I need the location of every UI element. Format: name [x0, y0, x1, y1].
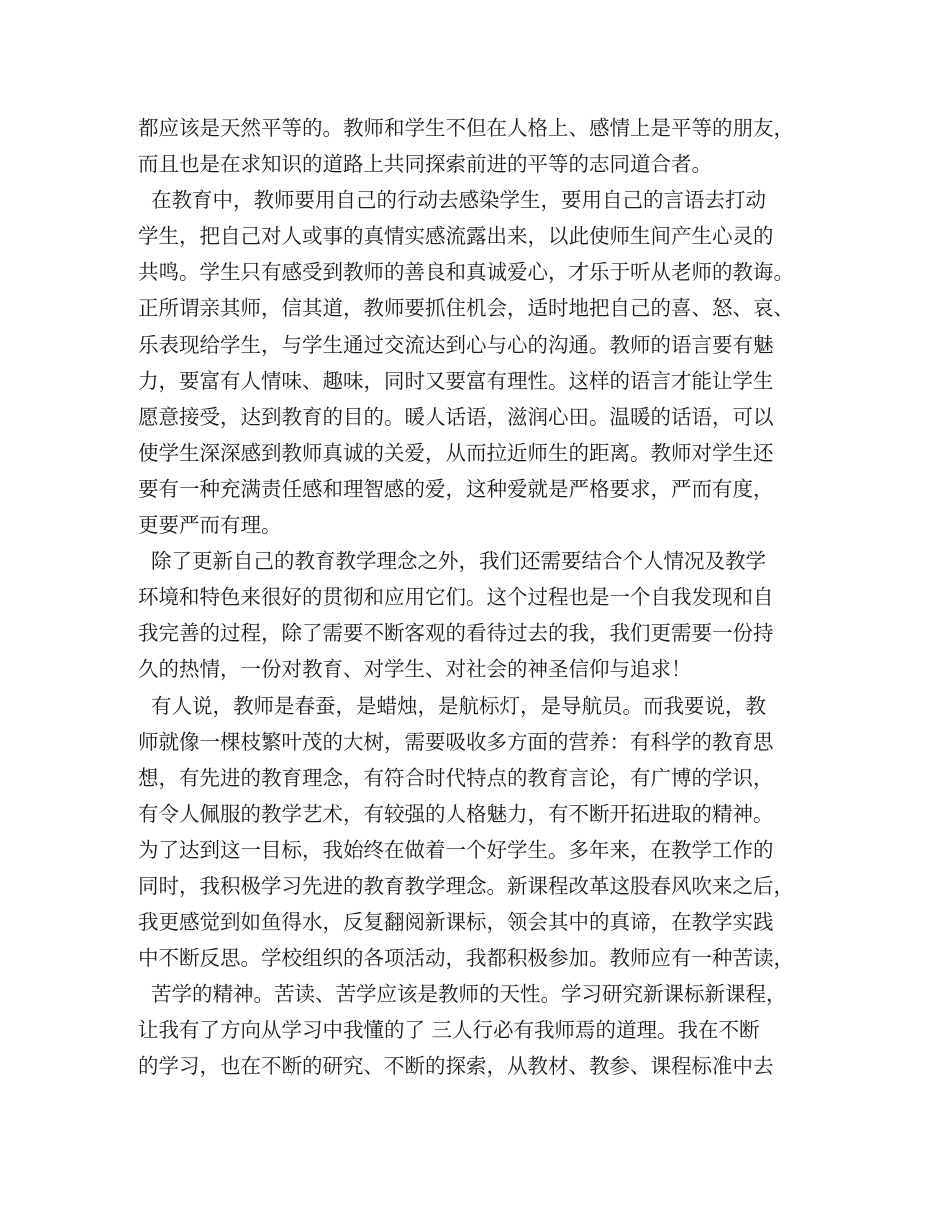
text-line: 中不断反思。学校组织的各项活动，我都积极参加。教师应有一种苦读， — [138, 946, 794, 971]
text-line: 在教育中，教师要用自己的行动去感染学生，要用自己的言语去打动 — [138, 188, 767, 213]
text-line: 都应该是天然平等的。教师和学生不但在人格上、感情上是平等的朋友， — [138, 116, 794, 140]
text-line: 愿意接受，达到教育的目的。暖人话语，滋润心田。温暖的话语，可以 — [138, 404, 774, 429]
text-line: 使学生深深感到教师真诚的关爱，从而拉近师生的距离。教师对学生还 — [138, 440, 774, 465]
text-line: 而且也是在求知识的道路上共同探索前进的平等的志同道合者。 — [138, 152, 712, 177]
body-text — [138, 110, 838, 1085]
text-line: 我完善的过程，除了需要不断客观的看待过去的我，我们更需要一份持 — [138, 621, 774, 646]
text-line: 更要严而有理。 — [138, 513, 282, 538]
text-line: 师就像一棵枝繁叶茂的大树，需要吸收多方面的营养：有科学的教育思 — [138, 729, 774, 754]
text-line: 乐表现给学生，与学生通过交流达到心与心的沟通。教师的语言要有魅 — [138, 332, 774, 357]
text-line: 让我有了方向从学习中我懂的了 三人行必有我师焉的道理。我在不断 — [138, 1018, 760, 1043]
text-line: 有令人佩服的教学艺术，有较强的人格魅力，有不断开拓进取的精神。 — [138, 801, 774, 826]
text-line: 同时，我积极学习先进的教育教学理念。新课程改革这股春风吹来之后， — [138, 873, 794, 898]
text-line: 共鸣。学生只有感受到教师的善良和真诚爱心，才乐于听从老师的教诲。 — [138, 260, 794, 285]
text-line: 我更感觉到如鱼得水，反复翻阅新课标，领会其中的真谛，在教学实践 — [138, 910, 774, 935]
text-line: 久的热情，一份对教育、对学生、对社会的神圣信仰与追求！ — [138, 657, 692, 682]
text-line: 的学习，也在不断的研究、不断的探索，从教材、教参、课程标准中去 — [138, 1054, 774, 1079]
text-line: 想，有先进的教育理念，有符合时代特点的教育言论，有广博的学识， — [138, 765, 774, 790]
text-line: 学生，把自己对人或事的真情实感流露出来，以此使师生间产生心灵的 — [138, 224, 774, 249]
text-line: 力，要富有人情味、趣味，同时又要富有理性。这样的语言才能让学生 — [138, 368, 774, 393]
text-line: 环境和特色来很好的贯彻和应用它们。这个过程也是一个自我发现和自 — [138, 585, 774, 610]
text-line: 为了达到这一目标，我始终在做着一个好学生。多年来，在教学工作的 — [138, 837, 774, 862]
text-line: 要有一种充满责任感和理智感的爱，这种爱就是严格要求，严而有度， — [138, 476, 774, 501]
text-line: 苦学的精神。苦读、苦学应该是教师的天性。学习研究新课标新课程， — [138, 982, 787, 1007]
text-line: 除了更新自己的教育教学理念之外，我们还需要结合个人情况及教学 — [138, 549, 767, 574]
text-line: 正所谓亲其师，信其道，教师要抓住机会，适时地把自己的喜、怒、哀、 — [138, 296, 794, 321]
text-line: 有人说，教师是春蚕，是蜡烛，是航标灯，是导航员。而我要说，教 — [138, 693, 767, 718]
